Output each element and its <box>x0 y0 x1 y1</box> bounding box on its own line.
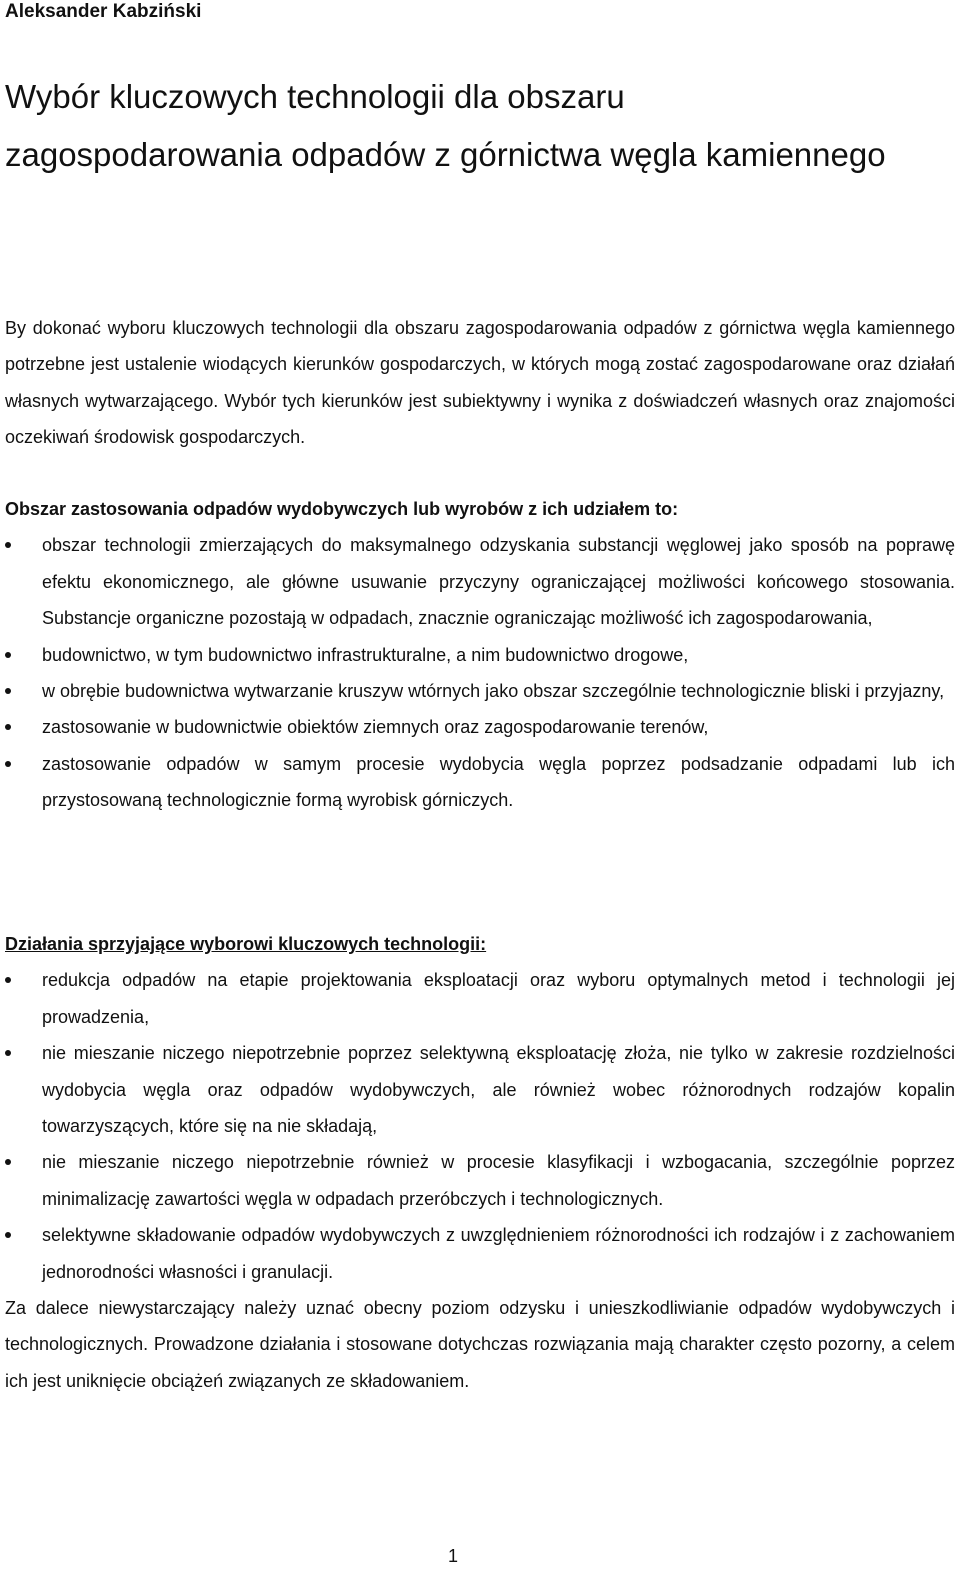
application-areas-section <box>5 491 955 819</box>
list-item <box>5 673 955 709</box>
bullet-icon <box>5 652 11 658</box>
supporting-actions-heading: Działania sprzyjające wyborowi kluczowych technologii: <box>5 934 487 954</box>
list-item-text: redukcja odpadów na etapie projektowania eksploatacji oraz wyboru optymalnych metod i technologii jej prowadzenia, <box>42 970 955 1027</box>
list-item <box>5 709 955 745</box>
page-number: 1 <box>448 1546 459 1566</box>
list-item <box>5 1144 955 1217</box>
bullet-icon <box>5 1050 11 1056</box>
intro-section <box>5 310 955 456</box>
conclusion-paragraph: Za dalece niewystarczający należy uznać obecny poziom odzysku i unieszkodliwianie odpadów wydobywczych i technologicznych. Prowadzone działania i stosowane dotychczas rozwiązania mają charakter często pozorny, a celem ich jest uniknięcie obciążeń związanych ze składowaniem. <box>5 1298 955 1391</box>
list-item-text: selektywne składowanie odpadów wydobywczych z uwzględnieniem różnorodności ich rodzajów i z zachowaniem jednorodności własności i granulacji. <box>42 1225 955 1282</box>
list-item-text: w obrębie budownictwa wytwarzanie kruszyw wtórnych jako obszar szczególnie technologicznie bliski i przyjazny, <box>42 681 945 702</box>
list-item <box>5 527 955 636</box>
list-item-text: obszar technologii zmierzających do maksymalnego odzyskania substancji węglowej jako sposób na poprawę efektu ekonomicznego, ale główne usuwanie przyczyny ograniczającej możliwości końcowego stosowania. Substancje organiczne pozostają w odpadach, znacznie ograniczając możliwość ich zagospodarowania, <box>42 535 955 629</box>
bullet-icon <box>5 1232 11 1238</box>
list-item <box>5 1035 955 1144</box>
author-name: Aleksander Kabziński <box>5 1 202 22</box>
list-item-text: zastosowanie odpadów w samym procesie wydobycia węgla poprzez podsadzanie odpadami lub ich przystosowaną technologicznie formą wyrobisk górniczych. <box>42 753 955 811</box>
bullet-icon <box>5 688 11 694</box>
list-item-text: budownictwo, w tym budownictwo infrastrukturalne, a nim budownictwo drogowe, <box>42 644 689 665</box>
supporting-actions-list <box>5 962 955 1290</box>
list-item <box>5 746 955 819</box>
bullet-icon <box>5 542 11 548</box>
bullet-icon <box>5 724 11 730</box>
list-item-text: zastosowanie w budownictwie obiektów ziemnych oraz zagospodarowanie terenów, <box>42 717 709 738</box>
bullet-icon <box>5 977 11 983</box>
list-item-text: nie mieszanie niczego niepotrzebnie również w procesie klasyfikacji i wzbogacania, szczególnie poprzez minimalizację zawartości węgla w odpadach przeróbczych i technologicznych. <box>42 1152 955 1209</box>
list-item <box>5 637 955 673</box>
list-item <box>5 962 955 1035</box>
list-item-text: nie mieszanie niczego niepotrzebnie poprzez selektywną eksploatację złoża, nie tylko w zakresie rozdzielności wydobycia węgla oraz odpadów wydobywczych, ale również wobec różnorodnych rodzajów kopalin towarzyszących, które się na nie składają, <box>42 1043 955 1137</box>
document-title: Wybór kluczowych technologii dla obszaru zagospodarowania odpadów z górnictwa węgla kamiennego <box>5 78 886 173</box>
supporting-actions-section <box>5 926 955 1399</box>
application-areas-heading: Obszar zastosowania odpadów wydobywczych lub wyrobów z ich udziałem to: <box>5 499 679 519</box>
intro-paragraph: By dokonać wyboru kluczowych technologii dla obszaru zagospodarowania odpadów z górnictwa węgla kamiennego potrzebne jest ustalenie wiodących kierunków gospodarczych, w których mogą zostać zagospodarowane oraz działań własnych wytwarzającego. Wybór tych kierunków jest subiektywny i wynika z doświadczeń własnych oraz znajomości oczekiwań środowisk gospodarczych. <box>5 318 955 448</box>
bullet-icon <box>5 1159 11 1165</box>
list-item <box>5 1217 955 1290</box>
bullet-icon <box>5 761 11 767</box>
application-areas-list <box>5 527 955 818</box>
